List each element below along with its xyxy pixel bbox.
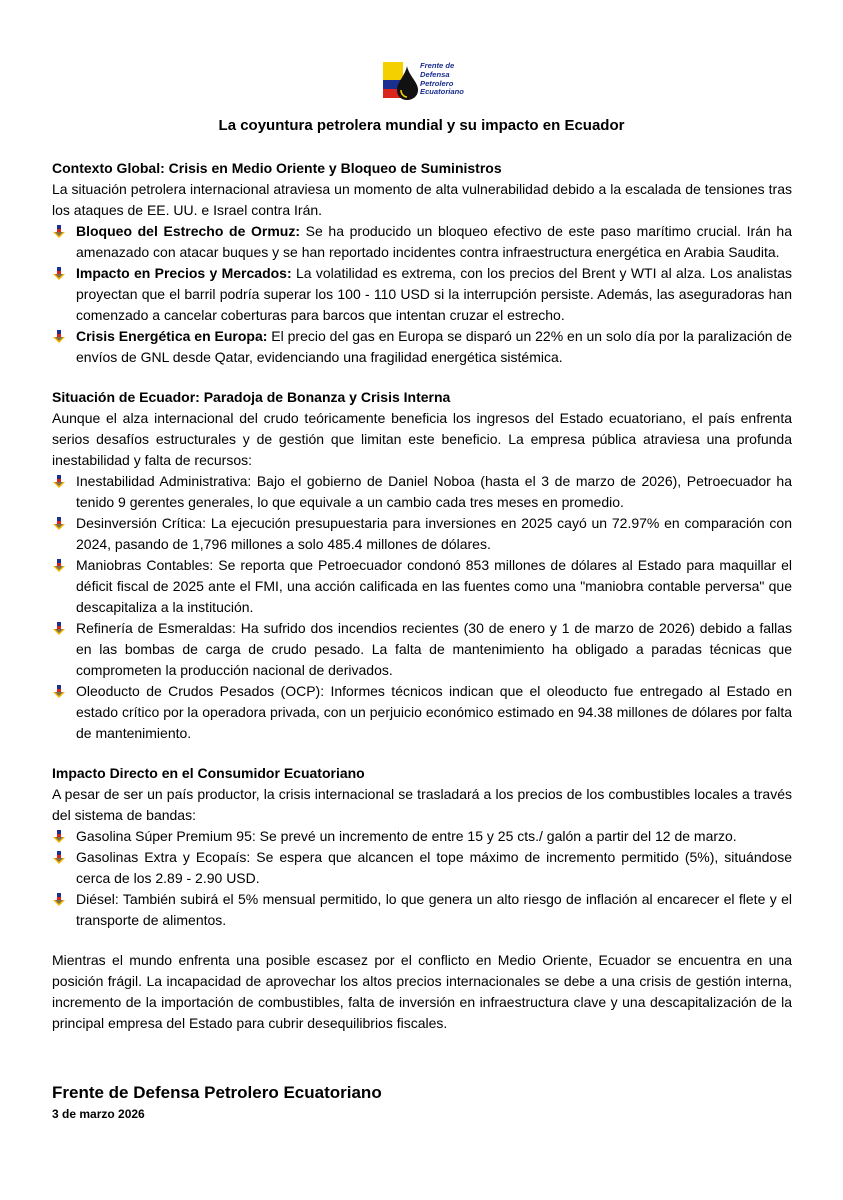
list-item	[52, 555, 792, 618]
item-text: Gasolinas Extra y Ecopaís: Se espera que alcancen el tope máximo de incremento permitido (5%), situándose cerca de los 2.89 - 2.90 USD.	[76, 849, 792, 886]
item-lead: Impacto en Precios y Mercados:	[76, 265, 292, 281]
item-lead: Bloqueo del Estrecho de Ormuz:	[76, 223, 301, 239]
item-text: Inestabilidad Administrativa: Bajo el gobierno de Daniel Noboa (hasta el 3 de marzo de 2026), Petroecuador ha tenido 9 gerentes generales, lo que equivale a un cambio cada tres meses en promedio.	[76, 473, 792, 510]
arrow-bullet-icon	[52, 685, 66, 699]
item-text: Gasolina Súper Premium 95: Se prevé un incremento de entre 15 y 25 cts./ galón a partir del 12 de marzo.	[76, 828, 737, 844]
list-item	[52, 221, 792, 263]
item-text: Se ha producido un bloqueo efectivo de este paso marítimo crucial. Irán ha amenazado con atacar buques y se han reportado incidentes contra infraestructura energética en Arabia Saudita.	[76, 223, 792, 260]
logo-line: Ecuatoriano	[420, 87, 464, 97]
organization-logo	[381, 62, 481, 102]
section-heading-global: Contexto Global: Crisis en Medio Oriente y Bloqueo de Suministros	[52, 160, 502, 176]
list-item	[52, 681, 792, 744]
section-heading-ecuador: Situación de Ecuador: Paradoja de Bonanza y Crisis Interna	[52, 389, 451, 405]
section-intro-consumer: A pesar de ser un país productor, la crisis internacional se trasladará a los precios de los combustibles locales a través del sistema de bandas:	[52, 786, 792, 823]
consumer-bullet-list	[52, 826, 792, 931]
item-text: Refinería de Esmeraldas: Ha sufrido dos incendios recientes (30 de enero y 1 de marzo de 2026) debido a fallas en las bombas de carga de crudo pesado. La falta de mantenimiento ha obligado a paradas técnicas que comprometen la producción nacional de derivados.	[76, 620, 792, 678]
arrow-bullet-icon	[52, 622, 66, 636]
arrow-bullet-icon	[52, 559, 66, 573]
arrow-bullet-icon	[52, 330, 66, 344]
arrow-bullet-icon	[52, 517, 66, 531]
item-text: La volatilidad es extrema, con los precios del Brent y WTI al alza. Los analistas proyectan que el barril podría superar los 100 - 110 USD si la interrupción persiste. Además, las aseguradoras han comenzado a cancelar coberturas para barcos que intentan cruzar el estrecho.	[76, 265, 793, 323]
section-intro-ecuador: Aunque el alza internacional del crudo teóricamente beneficia los ingresos del Estado ecuatoriano, el país enfrenta serios desafíos estructurales y de gestión que limitan este beneficio. La empresa pública atraviesa una profunda inestabilidad y falta de recursos:	[52, 410, 792, 468]
list-item	[52, 618, 792, 681]
global-bullet-list	[52, 221, 792, 368]
list-item	[52, 847, 792, 889]
list-item	[52, 471, 792, 513]
list-item	[52, 263, 792, 326]
item-lead: Crisis Energética en Europa:	[76, 328, 268, 344]
section-intro-global: La situación petrolera internacional atraviesa un momento de alta vulnerabilidad debido a la escalada de tensiones tras los ataques de EE. UU. e Israel contra Irán.	[52, 181, 792, 218]
document-body	[52, 158, 792, 1034]
arrow-bullet-icon	[52, 893, 66, 907]
signature-organization: Frente de Defensa Petrolero Ecuatoriano	[52, 1083, 382, 1102]
oil-drop-flag-logo-icon	[381, 62, 421, 102]
item-text: Maniobras Contables: Se reporta que Petroecuador condonó 853 millones de dólares al Estado para maquillar el déficit fiscal de 2025 ante el FMI, una acción calificada en las fuentes como una "maniobra contable perversa" que descapitaliza a la institución.	[76, 557, 792, 615]
item-text: Oleoducto de Crudos Pesados (OCP): Informes técnicos indican que el oleoducto fue entregado al Estado en estado crítico por la operadora privada, con un perjuicio económico estimado en 94.38 millones de dólares por falta de mantenimiento.	[76, 683, 792, 741]
list-item	[52, 513, 792, 555]
list-item	[52, 889, 792, 931]
list-item	[52, 326, 792, 368]
logo-line: Petrolero	[420, 78, 454, 88]
item-text: Diésel: También subirá el 5% mensual permitido, lo que genera un alto riesgo de inflación al encarecer el flete y el transporte de alimentos.	[76, 891, 792, 928]
item-text: Desinversión Crítica: La ejecución presupuestaria para inversiones en 2025 cayó un 72.97% en comparación con 2024, pasando de 1,796 millones a solo 485.4 millones de dólares.	[76, 515, 792, 552]
logo-line: Defensa	[420, 69, 450, 79]
arrow-bullet-icon	[52, 830, 66, 844]
arrow-bullet-icon	[52, 225, 66, 239]
ecuador-bullet-list	[52, 471, 792, 744]
item-text: El precio del gas en Europa se disparó un 22% en un solo día por la paralización de envíos de GNL desde Qatar, evidenciando una fragilidad energética sistémica.	[76, 328, 792, 365]
arrow-bullet-icon	[52, 475, 66, 489]
list-item	[52, 826, 792, 847]
conclusion-paragraph: Mientras el mundo enfrenta una posible escasez por el conflicto en Medio Oriente, Ecuador se encuentra en una posición frágil. La incapacidad de aprovechar los altos precios internacionales se debe a una crisis de gestión interna, incremento de la importación de combustibles, falta de inversión en infraestructura clave y una descapitalización de la principal empresa del Estado para cubrir desequilibrios fiscales.	[52, 952, 792, 1031]
arrow-bullet-icon	[52, 851, 66, 865]
logo-line: Frente de	[420, 61, 455, 70]
signature-date: 3 de marzo 2026	[52, 1107, 145, 1121]
logo-wordmark	[420, 62, 486, 97]
document-title: La coyuntura petrolera mundial y su impacto en Ecuador	[218, 117, 625, 134]
arrow-bullet-icon	[52, 267, 66, 281]
section-heading-consumer: Impacto Directo en el Consumidor Ecuatoriano	[52, 765, 365, 781]
